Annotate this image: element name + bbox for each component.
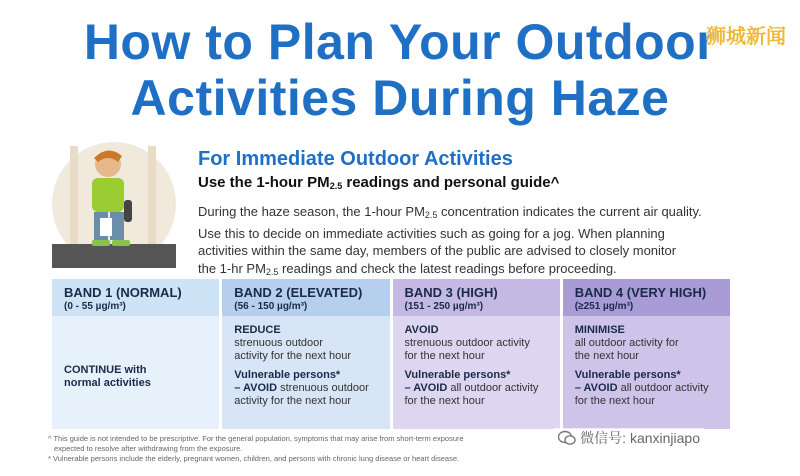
jogger-illustration <box>52 140 176 268</box>
subhead: For Immediate Outdoor Activities <box>198 148 513 170</box>
intro-paragraph <box>198 203 754 281</box>
band-action: AVOID <box>404 324 439 336</box>
title-line-2: Activities During Haze <box>130 70 670 126</box>
wechat-icon <box>558 430 576 446</box>
band-range: (0 - 55 µg/m³) <box>64 301 126 312</box>
page-title <box>0 14 800 126</box>
band-action-detail: strenuous outdoor activity for the next hour <box>234 337 352 362</box>
band-range: (56 - 150 µg/m³) <box>234 301 308 312</box>
band-action: REDUCE <box>234 324 281 336</box>
footnote: expected to resolve after withdrawing from the exposure. <box>54 444 243 453</box>
subhead-guide: Use the 1-hour PM2.5 readings and personal guide^ <box>198 174 560 191</box>
band-name: BAND 2 (ELEVATED) <box>234 285 363 300</box>
band-name: BAND 3 (HIGH) <box>404 285 498 300</box>
band-body <box>393 316 560 429</box>
band-range: (151 - 250 µg/m³) <box>404 301 484 312</box>
band-range: (≥251 µg/m³) <box>574 301 634 312</box>
band-1 <box>52 279 219 429</box>
band-3 <box>390 279 560 429</box>
band-action-detail: all outdoor activity for the next hour <box>574 337 679 362</box>
band-body <box>52 316 219 429</box>
vulnerable-label: Vulnerable persons* <box>234 369 341 381</box>
footnote: ^ This guide is not intended to be prescriptive. For the general population, symptoms that may arise from short-term exposure <box>48 434 464 443</box>
band-action: MINIMISE <box>574 324 625 336</box>
title-line-1: How to Plan Your Outdoor <box>83 14 717 70</box>
vulnerable-detail: – AVOID all outdoor activity for the next hour <box>404 382 539 407</box>
band-name: BAND 4 (VERY HIGH) <box>574 285 707 300</box>
watermark-bottom <box>554 428 704 448</box>
intro-line: Use this to decide on immediate activities such as going for a jog. When planning <box>198 225 665 241</box>
band-action: CONTINUE with normal activities <box>64 363 151 389</box>
footnote: * Vulnerable persons include the elderly, pregnant women, children, and persons with chronic lung disease or heart disease. <box>48 454 460 463</box>
band-name: BAND 1 (NORMAL) <box>64 285 182 300</box>
band-body <box>222 316 389 429</box>
band-body <box>563 316 730 429</box>
vulnerable-detail: – AVOID all outdoor activity for the next hour <box>574 382 709 407</box>
watermark-top: 狮城新闻 <box>706 26 786 48</box>
band-header <box>393 279 560 316</box>
intro-line: the 1-hr PM2.5 readings and check the latest readings before proceeding. <box>198 260 617 277</box>
band-header <box>222 279 389 316</box>
band-header <box>563 279 730 316</box>
band-4 <box>560 279 730 429</box>
watermark-text: 微信号: kanxinjiapo <box>580 430 700 446</box>
band-header <box>52 279 219 316</box>
band-action-detail: strenuous outdoor activity for the next hour <box>404 337 530 362</box>
vulnerable-label: Vulnerable persons* <box>404 369 511 381</box>
intro-line: activities within the same day, members of the public are advised to closely monitor <box>198 243 677 258</box>
vulnerable-label: Vulnerable persons* <box>574 369 681 381</box>
vulnerable-detail: – AVOID strenuous outdoor activity for the next hour <box>234 382 369 407</box>
band-2 <box>219 279 389 429</box>
intro-line: During the haze season, the 1-hour PM2.5 concentration indicates the current air quality. <box>198 204 702 220</box>
band-table <box>52 279 730 429</box>
